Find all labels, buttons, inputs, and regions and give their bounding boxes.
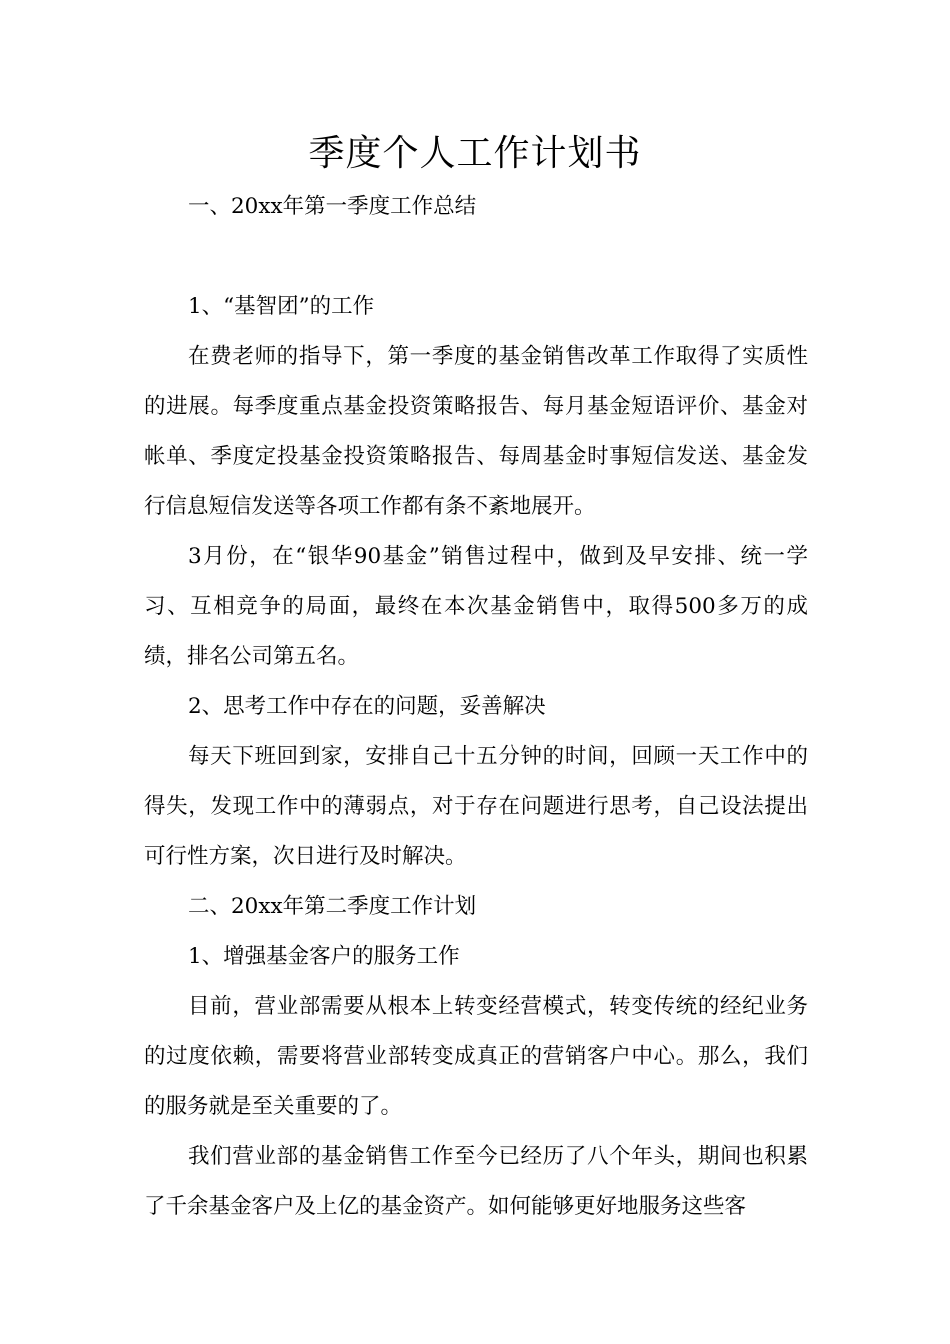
paragraph: 在费老师的指导下，第一季度的基金销售改革工作取得了实质性的进展。每季度重点基金投资策略报告、每月基金短语评价、基金对帐单、季度定投基金投资策略报告、每周基金时事短信发送、基金发行信息短信发送等各项工作都有条不紊地展开。 xyxy=(144,344,808,519)
subsection-heading: 1、增强基金客户的服务工作 xyxy=(188,944,460,969)
section-heading: 二、20xx年第二季度工作计划 xyxy=(188,894,477,919)
document-body xyxy=(144,182,808,1232)
document-title: 季度个人工作计划书 xyxy=(308,133,642,174)
paragraph: 我们营业部的基金销售工作至今已经历了八个年头，期间也积累了千余基金客户及上亿的基金资产。如何能够更好地服务这些客 xyxy=(144,1144,808,1219)
subsection-heading: 1、“基智团”的工作 xyxy=(188,294,375,319)
subsection-heading: 2、思考工作中存在的问题，妥善解决 xyxy=(188,694,546,719)
section-heading: 一、20xx年第一季度工作总结 xyxy=(188,194,477,219)
paragraph: 每天下班回到家，安排自己十五分钟的时间，回顾一天工作中的得失，发现工作中的薄弱点，对于存在问题进行思考，自己设法提出可行性方案，次日进行及时解决。 xyxy=(144,744,808,869)
paragraph: 目前，营业部需要从根本上转变经营模式，转变传统的经纪业务的过度依赖，需要将营业部转变成真正的营销客户中心。那么，我们的服务就是至关重要的了。 xyxy=(144,994,808,1119)
paragraph: 3月份，在“银华90基金”销售过程中，做到及早安排、统一学习、互相竞争的局面，最终在本次基金销售中，取得500多万的成绩，排名公司第五名。 xyxy=(144,544,808,669)
